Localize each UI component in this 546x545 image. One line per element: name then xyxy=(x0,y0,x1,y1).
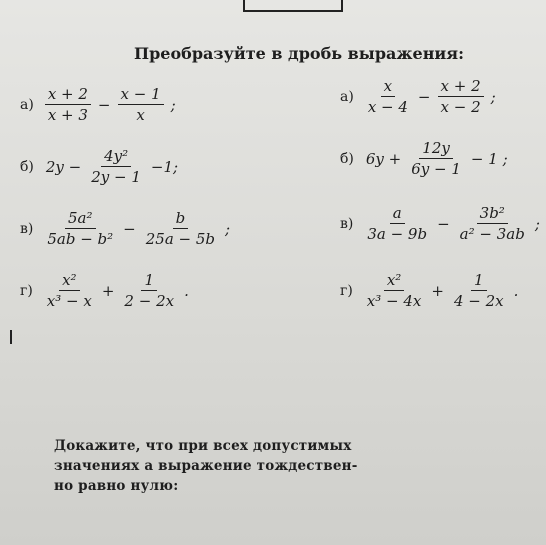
fraction-denominator: x − 2 xyxy=(440,98,481,116)
proof-line: Докажите, что при всех допустимых xyxy=(54,438,352,454)
expression-left-0 xyxy=(20,86,180,123)
fraction-denominator: x xyxy=(136,106,145,124)
fraction xyxy=(364,272,425,309)
text-cursor xyxy=(10,330,12,344)
expression-left-2 xyxy=(20,210,234,247)
expression-term: ; xyxy=(225,219,231,238)
expression-right-2 xyxy=(340,205,544,242)
fraction-numerator: a xyxy=(390,205,405,224)
fraction-denominator: x − 4 xyxy=(367,98,408,116)
fraction-numerator: 12y xyxy=(419,140,453,159)
expression-right-1 xyxy=(340,140,512,177)
fraction-denominator: 6y − 1 xyxy=(411,160,461,178)
proof-line: значениях a выражение тождествен- xyxy=(54,458,358,474)
fraction-numerator: x² xyxy=(384,272,404,291)
fraction-numerator: x − 1 xyxy=(118,86,164,105)
fraction xyxy=(143,210,218,247)
top-box xyxy=(243,0,343,12)
expression-right-3 xyxy=(340,272,522,309)
fraction-denominator: 2 − 2x xyxy=(124,292,175,310)
fraction-numerator: x + 2 xyxy=(45,86,91,105)
fraction-numerator: x + 2 xyxy=(438,78,484,97)
fraction xyxy=(365,78,411,115)
expression-term: − 1 ; xyxy=(470,149,508,168)
fraction xyxy=(88,148,144,185)
expression-label: в) xyxy=(340,215,354,232)
expression-term: − xyxy=(437,214,450,233)
fraction-numerator: x² xyxy=(59,272,79,291)
expression-label: а) xyxy=(340,88,354,105)
fraction xyxy=(457,205,528,242)
fraction-denominator: 3a − 9b xyxy=(367,225,428,243)
expression-term: − xyxy=(417,87,431,106)
fraction-denominator: 4 − 2x xyxy=(453,292,504,310)
fraction-denominator: a² − 3ab xyxy=(459,225,525,243)
expression-term: − xyxy=(97,95,111,114)
expression-term: 2y − xyxy=(45,157,82,176)
exercise-title: Преобразуйте в дробь выражения: xyxy=(134,44,465,63)
expression-label: г) xyxy=(340,282,353,299)
proof-line: но равно нулю: xyxy=(54,478,179,494)
expression-term: −1; xyxy=(150,157,179,176)
fraction-numerator: 5a² xyxy=(65,210,96,229)
expression-term: + xyxy=(431,281,444,300)
fraction-denominator: 25a − 5b xyxy=(145,230,216,248)
expression-left-1 xyxy=(20,148,182,185)
fraction xyxy=(118,86,164,123)
fraction xyxy=(45,86,91,123)
expression-term: . xyxy=(513,281,519,300)
fraction-numerator: 1 xyxy=(471,272,487,291)
fraction-numerator: 4y² xyxy=(101,148,131,167)
expression-term: . xyxy=(184,281,189,300)
expression-term: ; xyxy=(490,87,496,106)
expression-label: б) xyxy=(340,150,354,167)
expression-term: 6y + xyxy=(365,149,402,168)
fraction xyxy=(364,205,430,242)
fraction-denominator: x + 3 xyxy=(47,106,88,124)
fraction xyxy=(44,272,95,309)
expression-label: в) xyxy=(20,220,34,237)
fraction xyxy=(121,272,177,309)
fraction xyxy=(451,272,507,309)
fraction-denominator: 2y − 1 xyxy=(91,168,141,186)
fraction-numerator: 1 xyxy=(141,272,157,291)
expression-term: ; xyxy=(534,214,540,233)
expression-label: г) xyxy=(20,282,33,299)
expression-term: + xyxy=(101,281,115,300)
fraction-denominator: x³ − 4x xyxy=(366,292,422,310)
fraction-numerator: x xyxy=(381,78,395,97)
expression-term: ; xyxy=(170,95,176,114)
expression-label: а) xyxy=(20,96,34,113)
fraction-denominator: 5ab − b² xyxy=(47,230,114,248)
fraction xyxy=(408,140,464,177)
expression-left-3 xyxy=(20,272,193,309)
expression-term: − xyxy=(123,219,136,238)
fraction xyxy=(44,210,116,247)
expression-right-0 xyxy=(340,78,500,115)
fraction xyxy=(438,78,484,115)
fraction-denominator: x³ − x xyxy=(46,292,92,310)
proof-text xyxy=(54,436,424,496)
fraction-numerator: 3b² xyxy=(477,205,508,224)
expression-label: б) xyxy=(20,158,34,175)
fraction-numerator: b xyxy=(173,210,189,229)
